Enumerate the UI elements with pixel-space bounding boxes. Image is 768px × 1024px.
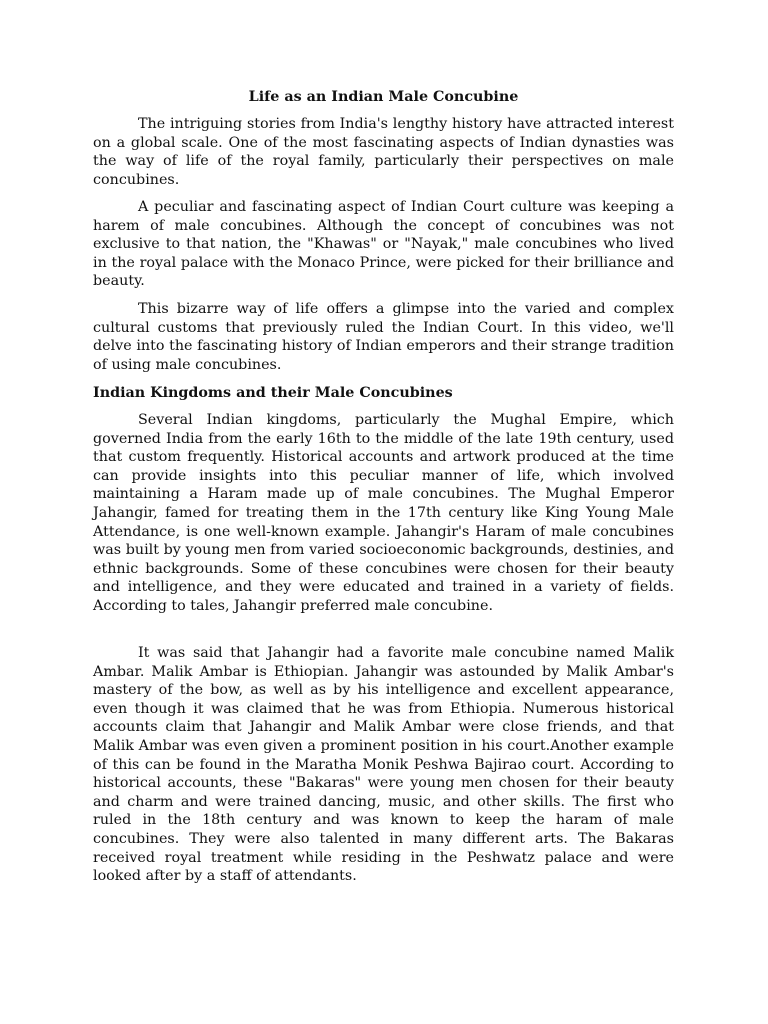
section-heading: Indian Kingdoms and their Male Concubines bbox=[93, 385, 453, 401]
section-paragraph: Several Indian kingdoms, particularly the Mughal Empire, which governed India from the early 16th to the middle of the late 19th century, used that custom frequently. Historical accounts and artwork produced at the time can provide insights into this peculiar manner of life, which involved maintaining a Haram made up of male concubines. The Mughal Emperor Jahangir, famed for treating them in the 17th century like King Young Male Attendance, is one well-known example. Jahangir's Haram of male concubines was built by young men from varied socioeconomic backgrounds, destinies, and ethnic backgrounds. Some of these concubines were chosen for their beauty and intelligence, and they were educated and trained in a variety of fields. According to tales, Jahangir preferred male concubine. bbox=[93, 412, 674, 614]
section-paragraph: It was said that Jahangir had a favorite male concubine named Malik Ambar. Malik Ambar is Ethiopian. Jahangir was astounded by Malik Ambar's mastery of the bow, as well as by his intelligence and excellent appearance, even though it was claimed that he was from Ethiopia. Numerous historical accounts claim that Jahangir and Malik Ambar were close friends, and that Malik Ambar was even given a prominent position in his court.Another example of this can be found in the Maratha Monik Peshwa Bajirao court. According to historical accounts, these "Bakaras" were young men chosen for their beauty and charm and were trained dancing, music, and other skills. The first who ruled in the 18th century and was known to keep the haram of male concubines. They were also talented in many different arts. The Bakaras received royal treatment while residing in the Peshwatz palace and were looked after by a staff of attendants. bbox=[93, 645, 674, 885]
intro-paragraph: A peculiar and fascinating aspect of Indian Court culture was keeping a harem of male concubines. Although the concept of concubines was not exclusive to that nation, the "Khawas" or "Nayak," male concubines who lived in the royal palace with the Monaco Prince, were picked for their brilliance and beauty. bbox=[93, 199, 674, 290]
intro-paragraph: This bizarre way of life offers a glimpse into the varied and complex cultural customs that previously ruled the Indian Court. In this video, we'll delve into the fascinating history of Indian emperors and their strange tradition of using male concubines. bbox=[93, 301, 674, 373]
intro-paragraph: The intriguing stories from India's lengthy history have attracted interest on a global scale. One of the most fascinating aspects of Indian dynasties was the way of life of the royal family, particularly their perspectives on male concubines. bbox=[93, 116, 674, 188]
document-title: Life as an Indian Male Concubine bbox=[248, 89, 519, 105]
